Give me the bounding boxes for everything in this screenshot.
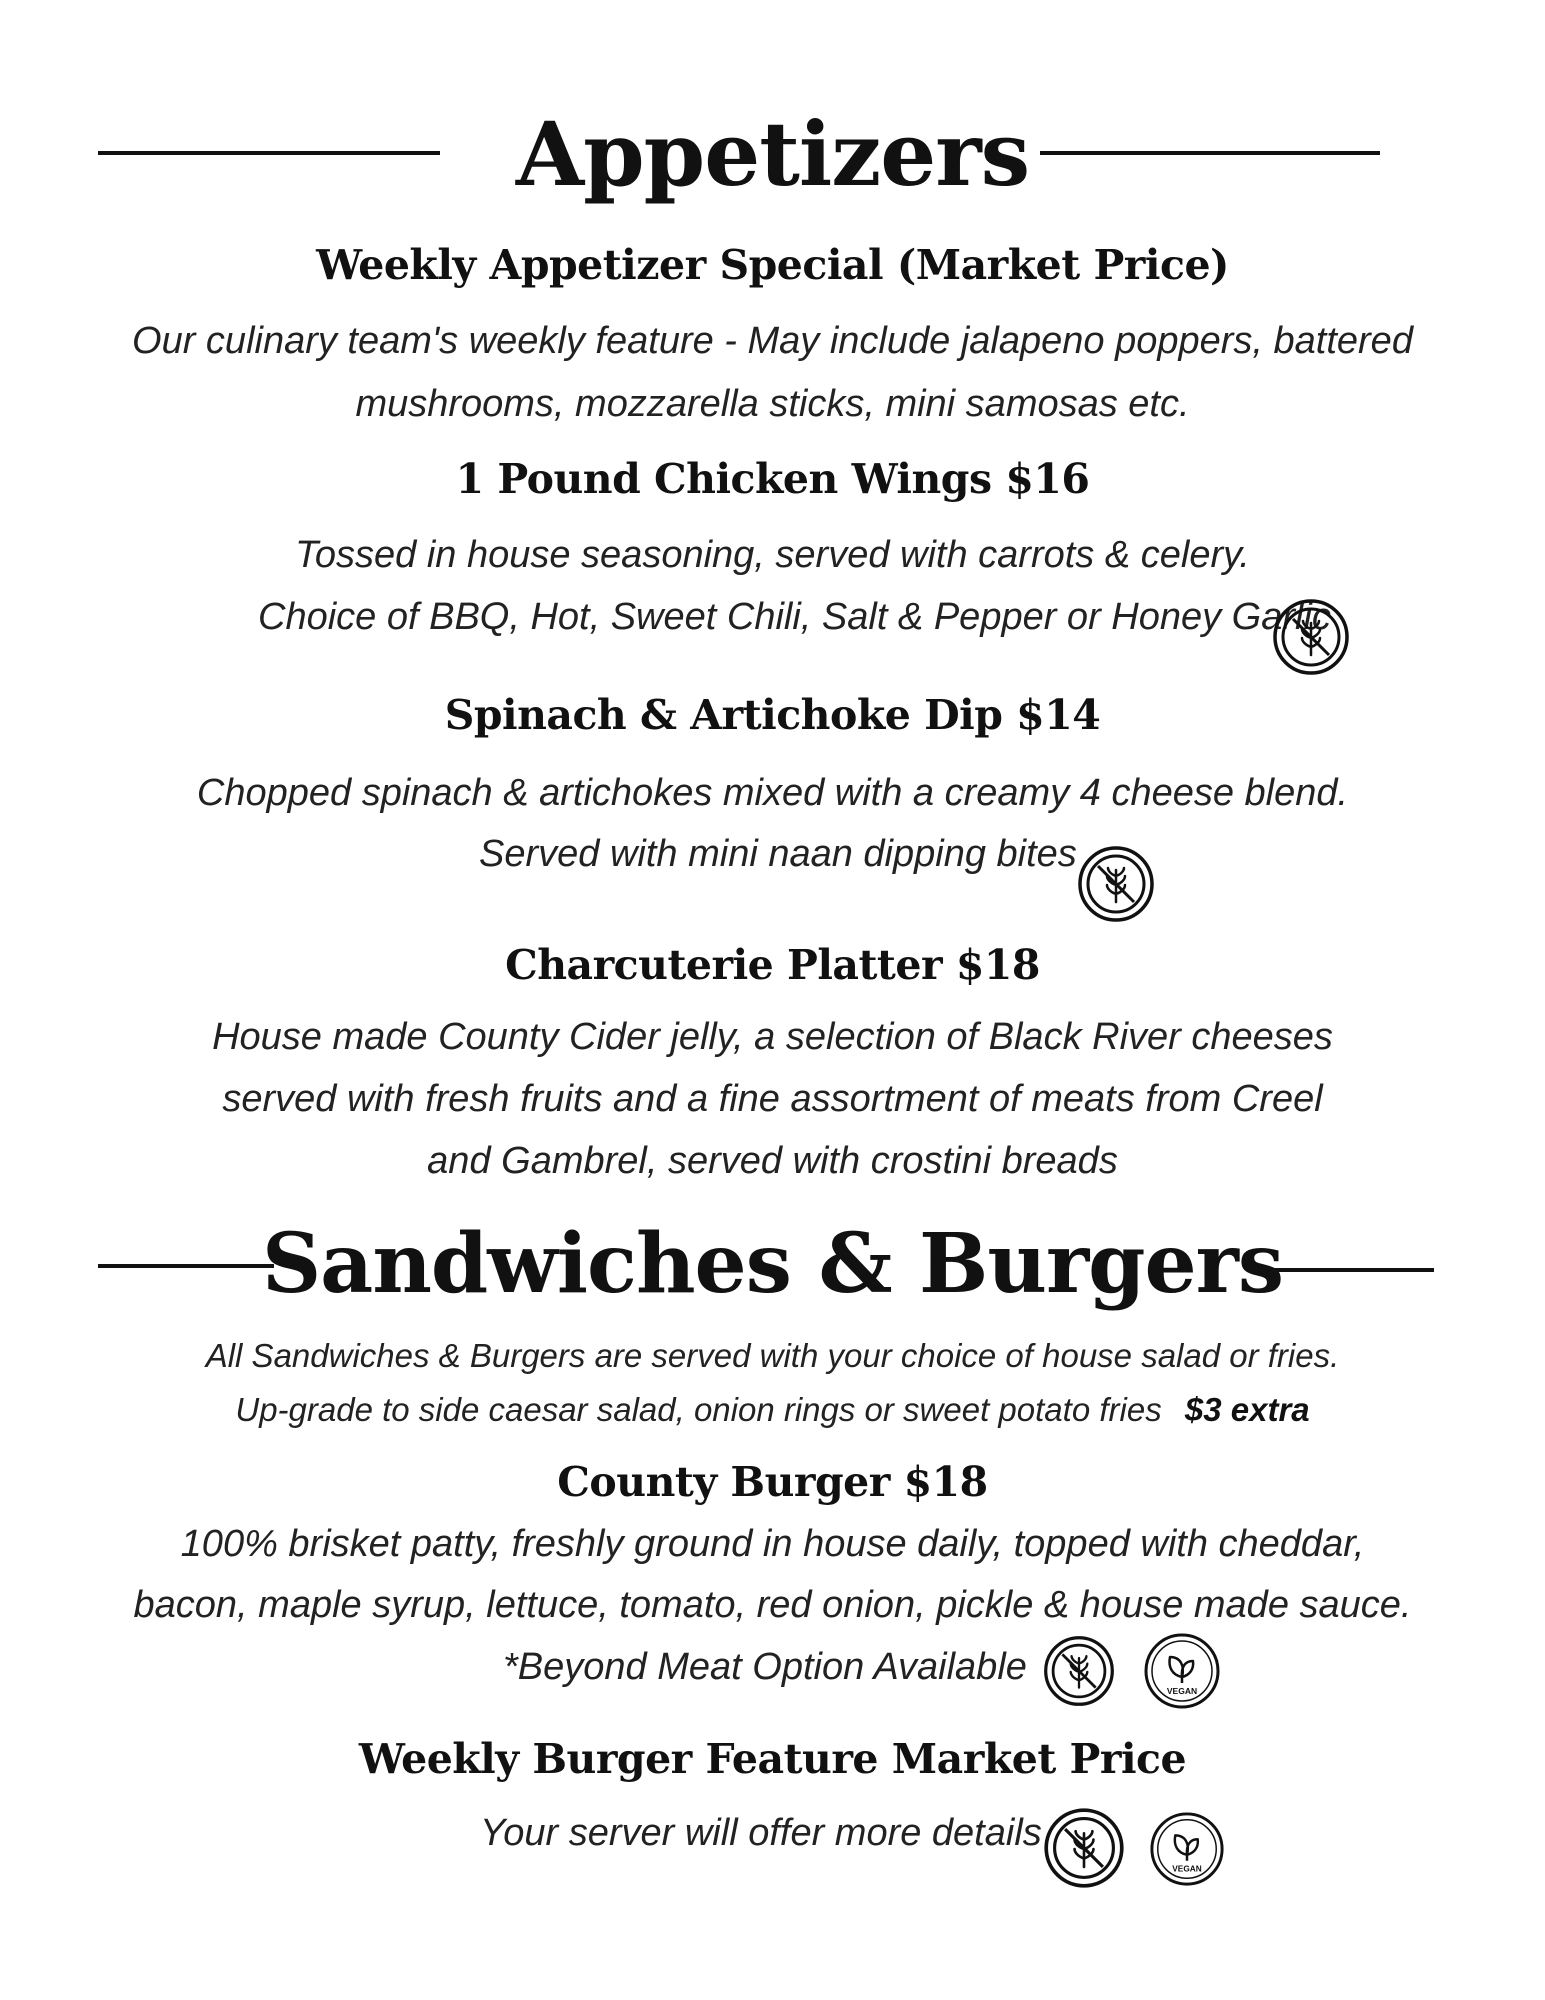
vegan-badge-label: VEGAN — [1172, 1864, 1202, 1874]
menu-item-title: County Burger $18 — [557, 1458, 988, 1506]
menu-item-description: Your server will offer more details — [480, 1812, 1042, 1854]
gluten-free-icon — [1271, 597, 1351, 677]
menu-item-description: 100% brisket patty, freshly ground in house daily, topped with cheddar, — [180, 1523, 1365, 1565]
menu-item-description: and Gambrel, served with crostini breads — [427, 1140, 1118, 1182]
section-title-appetizers: Appetizers — [515, 102, 1030, 206]
menu-item-note: *Beyond Meat Option Available — [503, 1646, 1027, 1688]
menu-item-description: bacon, maple syrup, lettuce, tomato, red onion, pickle & house made sauce. — [133, 1584, 1412, 1626]
section-intro — [0, 1391, 1545, 1429]
gluten-free-icon — [1042, 1806, 1126, 1890]
menu-item-description: Served with mini naan dipping bites — [479, 833, 1077, 875]
menu-item-title: Spinach & Artichoke Dip $14 — [444, 691, 1101, 739]
section-title-sandwiches-burgers: Sandwiches & Burgers — [261, 1216, 1284, 1312]
gluten-free-icon — [1076, 844, 1156, 924]
section-intro: All Sandwiches & Burgers are served with your choice of house salad or fries. — [205, 1337, 1340, 1374]
menu-item-description: Our culinary team's weekly feature - May include jalapeno poppers, battered — [132, 320, 1413, 362]
section-intro-text: Up-grade to side caesar salad, onion rings or sweet potato fries — [235, 1391, 1162, 1428]
upgrade-price: $3 extra — [1184, 1391, 1310, 1428]
gluten-free-icon — [1042, 1634, 1116, 1708]
menu-item-title: 1 Pound Chicken Wings $16 — [455, 455, 1090, 503]
menu-item-description: served with fresh fruits and a fine assortment of meats from Creel — [222, 1078, 1323, 1120]
menu-item-title: Weekly Burger Feature Market Price — [358, 1735, 1187, 1783]
menu-item-description: mushrooms, mozzarella sticks, mini samosas etc. — [355, 383, 1190, 425]
menu-item-title: Charcuterie Platter $18 — [505, 941, 1040, 989]
menu-item-description: Chopped spinach & artichokes mixed with a creamy 4 cheese blend. — [196, 772, 1349, 814]
menu-item-description: Choice of BBQ, Hot, Sweet Chili, Salt & Pepper or Honey Garlic — [258, 596, 1331, 638]
vegan-icon — [1142, 1631, 1222, 1711]
vegan-badge-label: VEGAN — [1166, 1686, 1198, 1696]
vegan-icon — [1148, 1810, 1226, 1888]
menu-item-title: Weekly Appetizer Special (Market Price) — [316, 241, 1229, 289]
menu-item-description: House made County Cider jelly, a selection of Black River cheeses — [212, 1016, 1333, 1058]
menu-item-description: Tossed in house seasoning, served with carrots & celery. — [295, 534, 1250, 576]
